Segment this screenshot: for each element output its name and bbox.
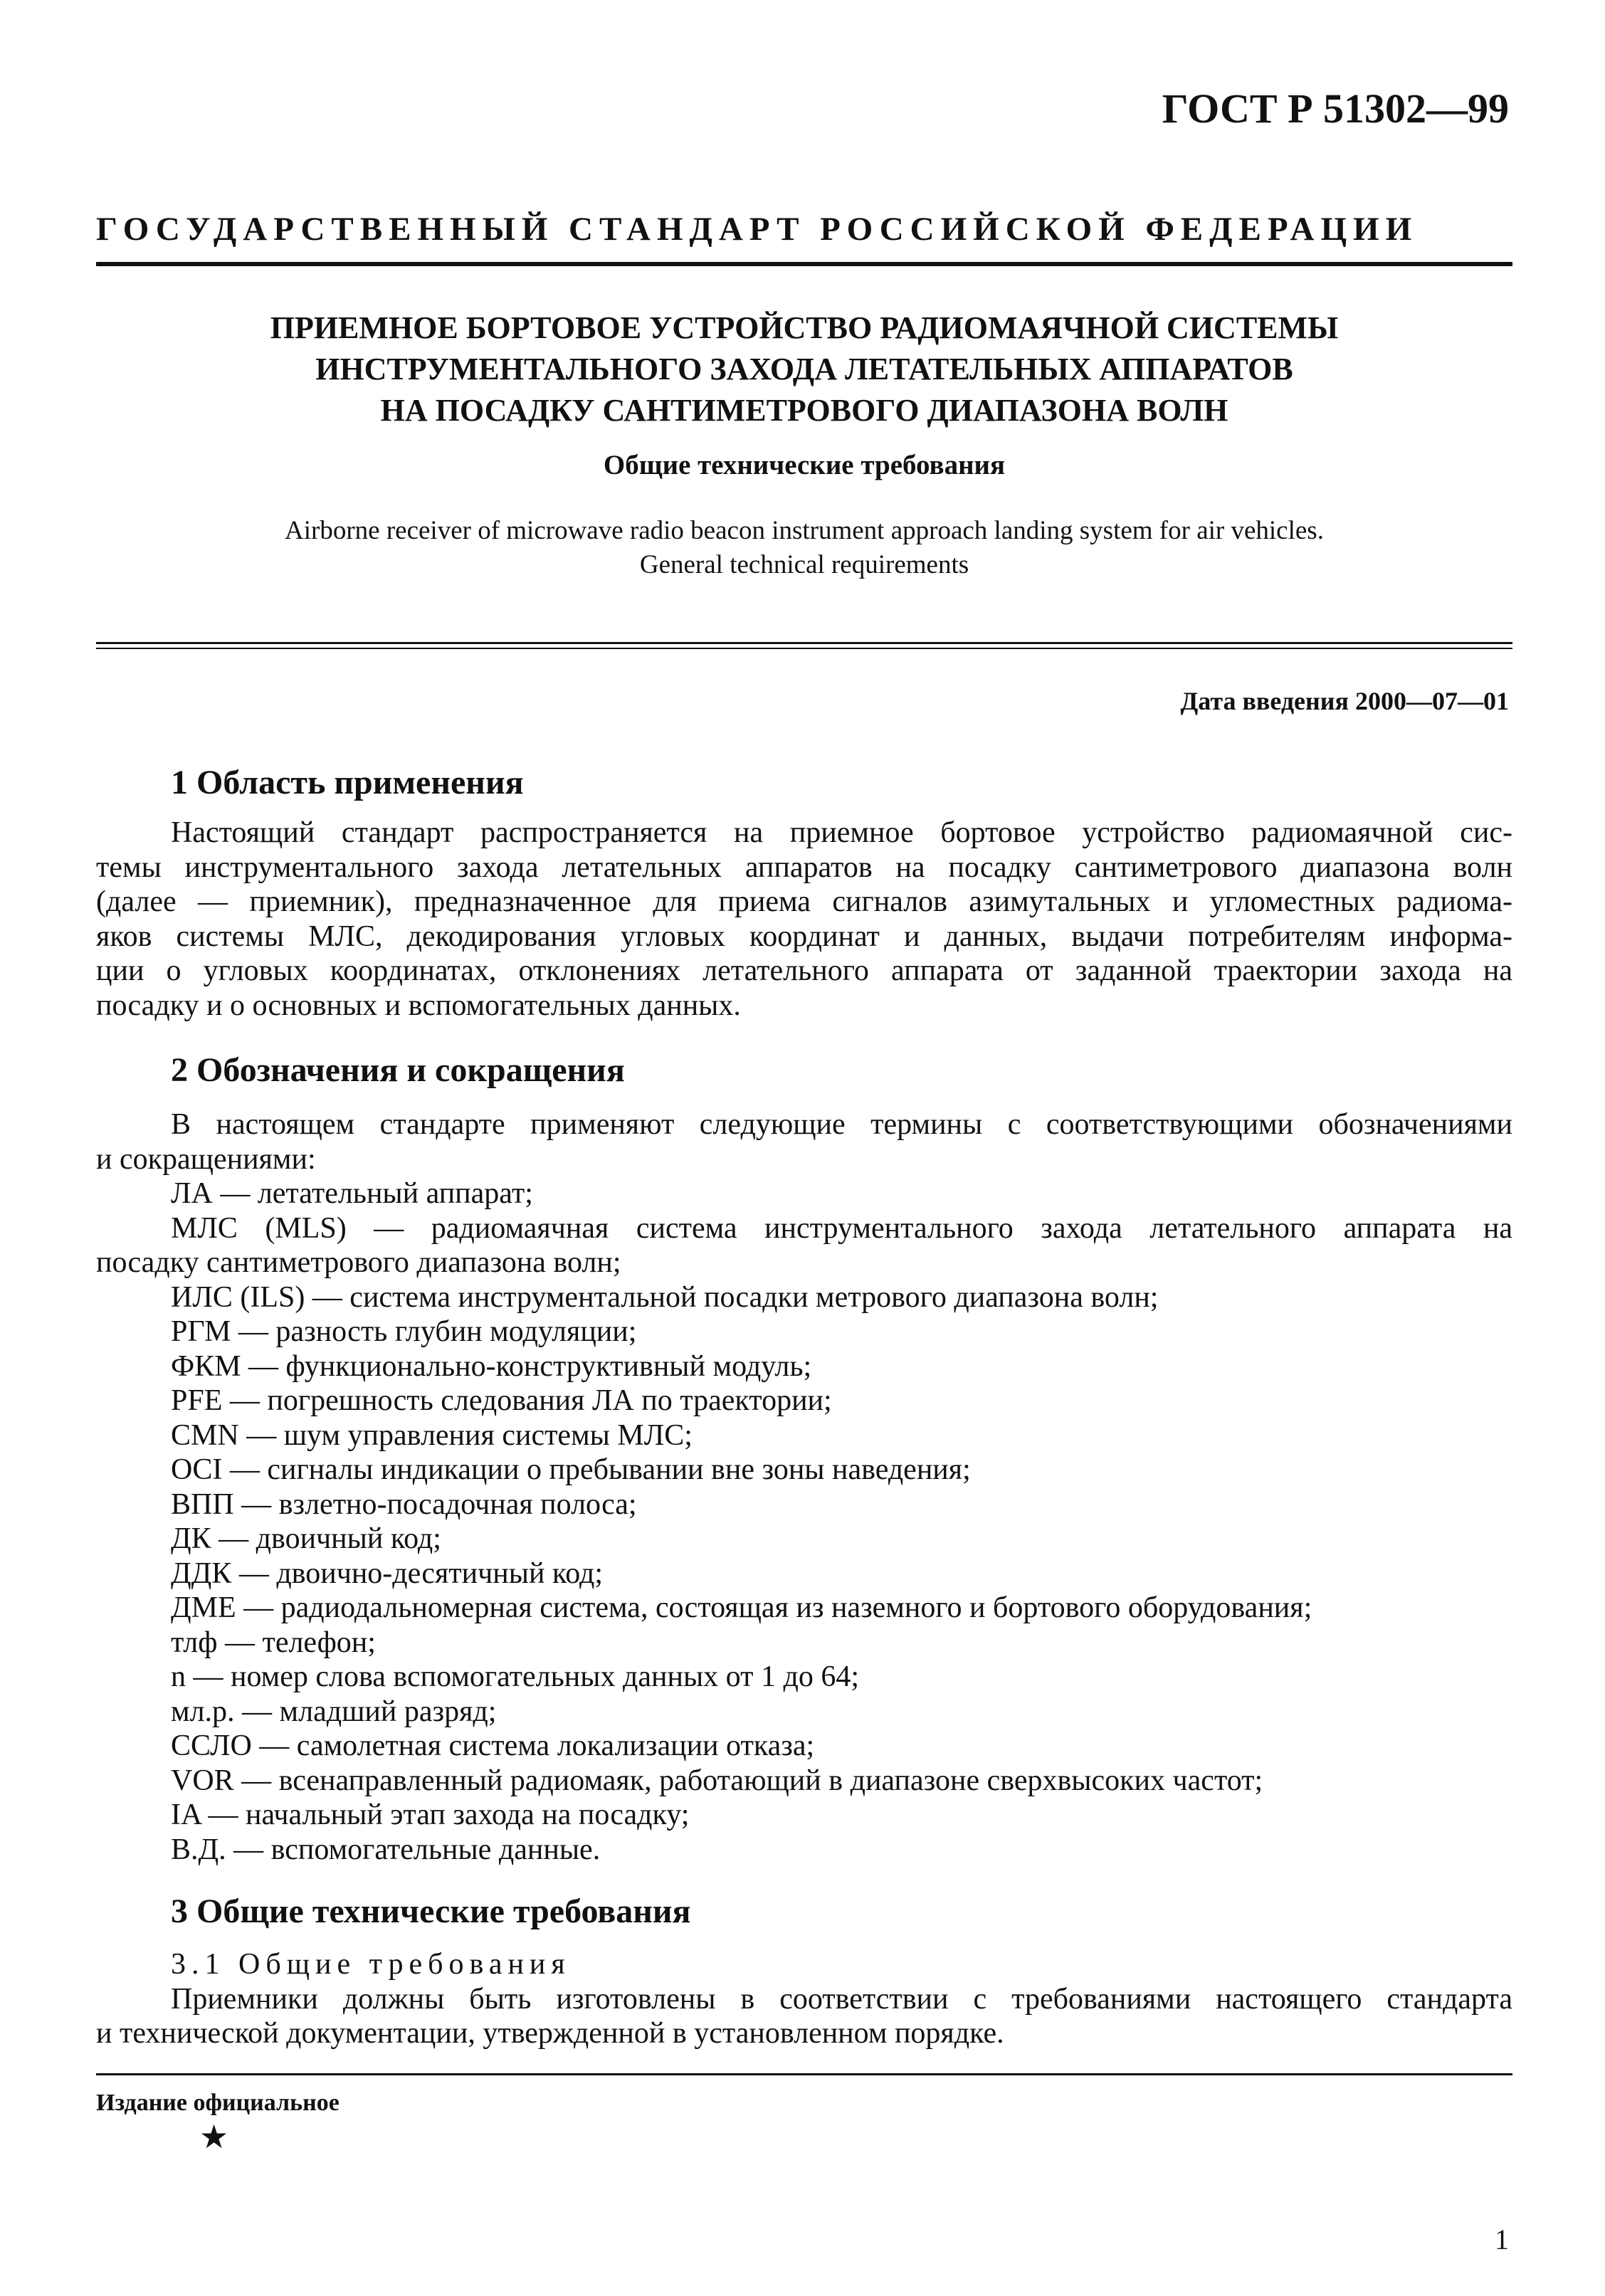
gost-number: ГОСТ Р 51302—99 — [1162, 85, 1509, 132]
title-line: ИНСТРУМЕНТАЛЬНОГО ЗАХОДА ЛЕТАТЕЛЬНЫХ АППАРАТОВ — [315, 352, 1293, 386]
term-item: В.Д. — вспомогательные данные. — [171, 1833, 601, 1866]
term-item: ССЛО — самолетная система локализации отказа; — [171, 1729, 815, 1762]
state-standard-heading: ГОСУДАРСТВЕННЫЙ СТАНДАРТ РОССИЙСКОЙ ФЕДЕРАЦИИ — [96, 211, 1419, 248]
page-number: 1 — [1495, 2223, 1509, 2255]
term-item: ДДК — двоично-десятичный код; — [171, 1557, 604, 1590]
term-item: ДМЕ — радиодальномерная система, состоящая из наземного и бортового оборудования; — [171, 1591, 1312, 1624]
paragraph-line: Настоящий стандарт распространяется на приемное бортовое устройство радиомаячной сис- — [171, 816, 1512, 849]
paragraph-line: посадку и о основных и вспомогательных данных. — [96, 989, 741, 1022]
official-edition-label: Издание официальное — [96, 2090, 340, 2116]
title-line: НА ПОСАДКУ САНТИМЕТРОВОГО ДИАПАЗОНА ВОЛН — [380, 393, 1228, 428]
term-item: РГМ — разность глубин модуляции; — [171, 1315, 637, 1348]
document-subtitle: Общие технические требования — [603, 450, 1006, 480]
paragraph-line: Приемники должны быть изготовлены в соответствии с требованиями настоящего стандарта — [171, 1982, 1512, 2016]
term-item: ФКМ — функционально-конструктивный модуль; — [171, 1349, 812, 1383]
title-line: ПРИЕМНОЕ БОРТОВОЕ УСТРОЙСТВО РАДИОМАЯЧНОЙ СИСТЕМЫ — [270, 310, 1339, 345]
requirements-paragraph — [96, 1947, 1512, 2051]
english-title-line: Airborne receiver of microwave radio beacon instrument approach landing system for air vehicles. — [285, 516, 1324, 545]
english-title-line: General technical requirements — [639, 550, 969, 579]
subsection-heading: 3.1 Общие требования — [171, 1948, 571, 1981]
paragraph-line: и технической документации, утвержденной в установленном порядке. — [96, 2017, 1004, 2050]
paragraph-line: В настоящем стандарте применяют следующие термины с соответствующими обозначениями — [171, 1108, 1512, 1141]
term-item: ИЛС (ILS) — система инструментальной посадки метрового диапазона волн; — [171, 1280, 1159, 1314]
term-item: посадку сантиметрового диапазона волн; — [96, 1246, 621, 1279]
english-title — [96, 514, 1512, 582]
paragraph-line: ции о угловых координатах, отклонениях летательного аппарата от заданной траектории захода на — [96, 954, 1512, 987]
footer-rule — [96, 2073, 1512, 2075]
term-item: IA — начальный этап захода на посадку; — [171, 1799, 690, 1831]
abbreviations-list — [96, 1107, 1512, 1867]
header-rule — [96, 262, 1512, 266]
term-item: VOR — всенаправленный радиомаяк, работающий в диапазоне сверхвысоких частот; — [171, 1764, 1263, 1797]
title-rule-top — [96, 642, 1512, 644]
term-item: мл.р. — младший разряд; — [171, 1695, 497, 1728]
paragraph-line: яков системы МЛС, декодирования угловых координат и данных, выдачи потребителям информа- — [96, 920, 1512, 953]
star-icon: ★ — [199, 2119, 229, 2155]
paragraph-line: (далее — приемник), предназначенное для приема сигналов азимутальных и угломестных радиома- — [96, 885, 1512, 918]
term-item: ВПП — взлетно-посадочная полоса; — [171, 1487, 637, 1521]
term-item: PFE — погрешность следования ЛА по траектории; — [171, 1384, 832, 1417]
paragraph-line: и сокращениями: — [96, 1142, 316, 1176]
term-item: ДК — двоичный код; — [171, 1522, 441, 1555]
section-heading-abbreviations: 2 Обозначения и сокращения — [171, 1051, 625, 1089]
introduction-date: Дата введения 2000—07—01 — [1180, 687, 1509, 715]
term-item: CMN — шум управления системы МЛС; — [171, 1418, 693, 1452]
document-title — [96, 307, 1512, 431]
term-item: ЛА — летательный аппарат; — [171, 1177, 533, 1210]
term-item: OCI — сигналы индикации о пребывании вне зоны наведения; — [171, 1453, 971, 1486]
term-item: тлф — телефон; — [171, 1626, 376, 1659]
section-scope-paragraph — [96, 816, 1512, 1023]
title-rule-bottom — [96, 648, 1512, 649]
paragraph-line: темы инструментального захода летательных аппаратов на посадку сантиметрового диапазона волн — [96, 851, 1512, 884]
term-item: n — номер слова вспомогательных данных от 1 до 64; — [171, 1660, 860, 1693]
term-item: МЛС (MLS) — радиомаячная система инструментального захода летательного аппарата на — [171, 1211, 1512, 1245]
section-heading-scope: 1 Область применения — [171, 764, 524, 801]
section-heading-requirements: 3 Общие технические требования — [171, 1892, 691, 1930]
